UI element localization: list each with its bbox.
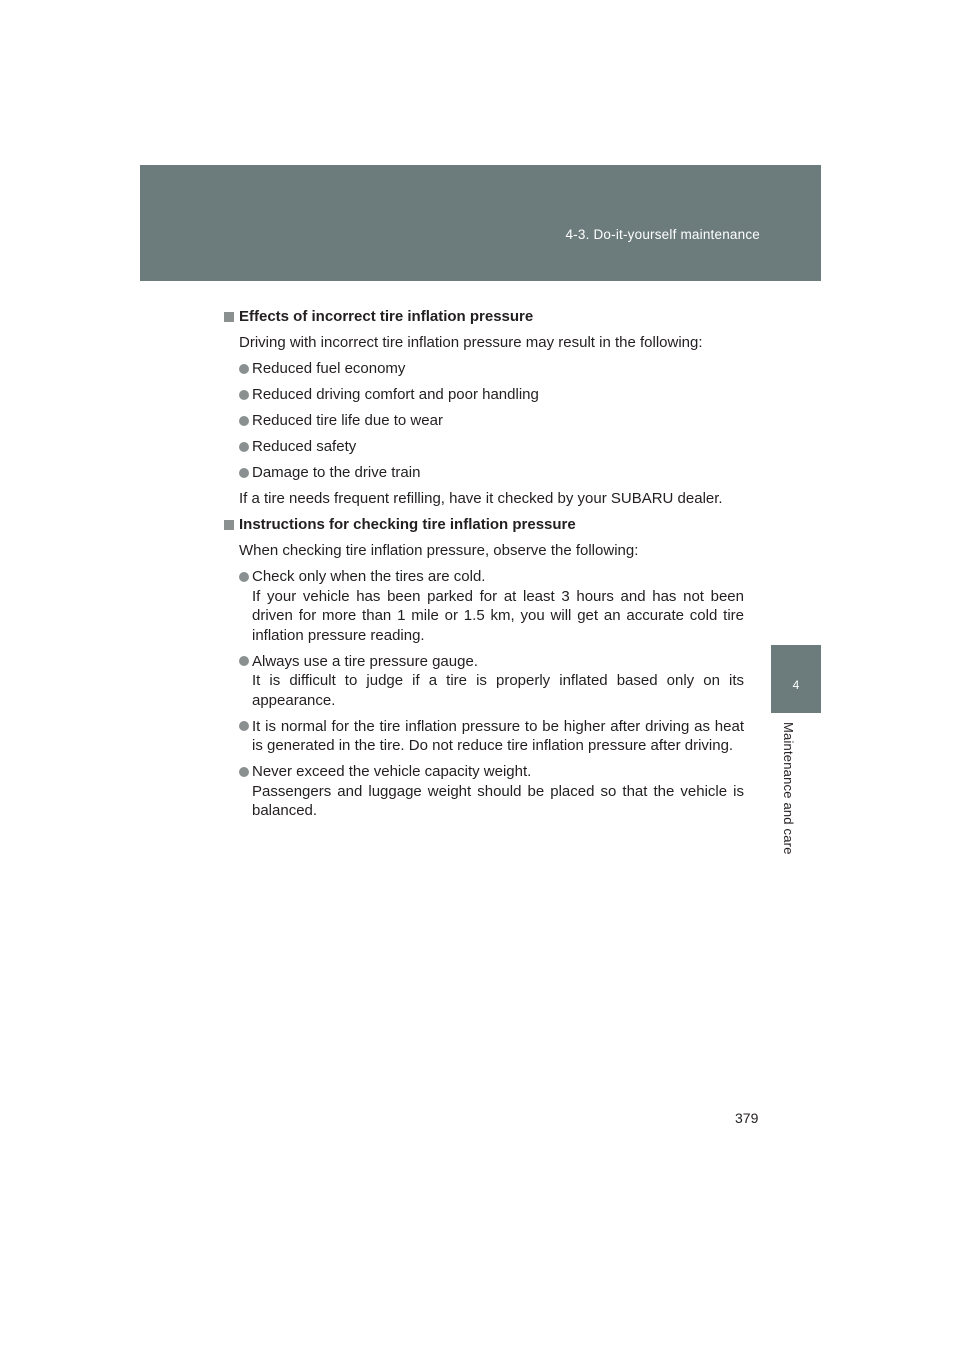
chapter-tab <box>771 645 821 713</box>
section-title: 4-3. Do-it-yourself maintenance <box>565 227 760 242</box>
list-item-text: Always use a tire pressure gauge. <box>252 652 478 670</box>
section-heading-text: Effects of incorrect tire inflation pressure <box>239 308 534 325</box>
circle-bullet-icon <box>239 572 249 582</box>
list-item-detail: It is difficult to judge if a tire is properly inflated based only on its appearance. <box>252 672 744 709</box>
section-heading <box>224 515 744 535</box>
list-item-text: It is normal for the tire inflation pressure to be higher after driving as heat is generated in the tire. Do not reduce tire inflation pressure after driving. <box>252 717 744 754</box>
list-item <box>224 359 744 379</box>
circle-bullet-icon <box>239 442 249 452</box>
circle-bullet-icon <box>239 390 249 400</box>
list-item-text: Never exceed the vehicle capacity weight. <box>252 763 532 780</box>
section-outro: If a tire needs frequent refilling, have it checked by your SUBARU dealer. <box>239 490 723 507</box>
list-item-text: Reduced driving comfort and poor handling <box>252 386 539 403</box>
chapter-label: Maintenance and care <box>781 722 796 855</box>
circle-bullet-icon <box>239 468 249 478</box>
list-item-detail: Passengers and luggage weight should be placed so that the vehicle is balanced. <box>252 782 744 819</box>
list-item-text: Reduced fuel economy <box>252 360 406 377</box>
list-item-text: Damage to the drive train <box>252 464 421 481</box>
square-bullet-icon <box>224 312 234 322</box>
section-intro: Driving with incorrect tire inflation pressure may result in the following: <box>239 334 703 351</box>
list-item <box>224 652 744 711</box>
section-heading <box>224 307 744 327</box>
page-content <box>224 307 744 827</box>
section-intro: When checking tire inflation pressure, observe the following: <box>239 542 639 559</box>
list-item-detail: If your vehicle has been parked for at least 3 hours and has not been driven for more than 1 mile or 1.5 km, you will get an accurate cold tire inflation pressure reading. <box>252 587 744 644</box>
list-item <box>224 463 744 483</box>
list-item <box>224 762 744 821</box>
section-heading-text: Instructions for checking tire inflation pressure <box>239 516 576 533</box>
list-item <box>224 385 744 405</box>
list-item <box>224 567 744 645</box>
chapter-number: 4 <box>792 678 800 692</box>
square-bullet-icon <box>224 520 234 530</box>
list-item <box>224 411 744 431</box>
circle-bullet-icon <box>239 364 249 374</box>
list-item <box>224 717 744 756</box>
list-item-text: Check only when the tires are cold. <box>252 568 486 585</box>
circle-bullet-icon <box>239 721 249 731</box>
circle-bullet-icon <box>239 767 249 777</box>
header-band <box>140 165 821 281</box>
page-number: 379 <box>735 1110 759 1126</box>
list-item <box>224 437 744 457</box>
list-item-text: Reduced tire life due to wear <box>252 412 443 429</box>
list-item-text: Reduced safety <box>252 438 357 455</box>
circle-bullet-icon <box>239 416 249 426</box>
circle-bullet-icon <box>239 656 249 666</box>
